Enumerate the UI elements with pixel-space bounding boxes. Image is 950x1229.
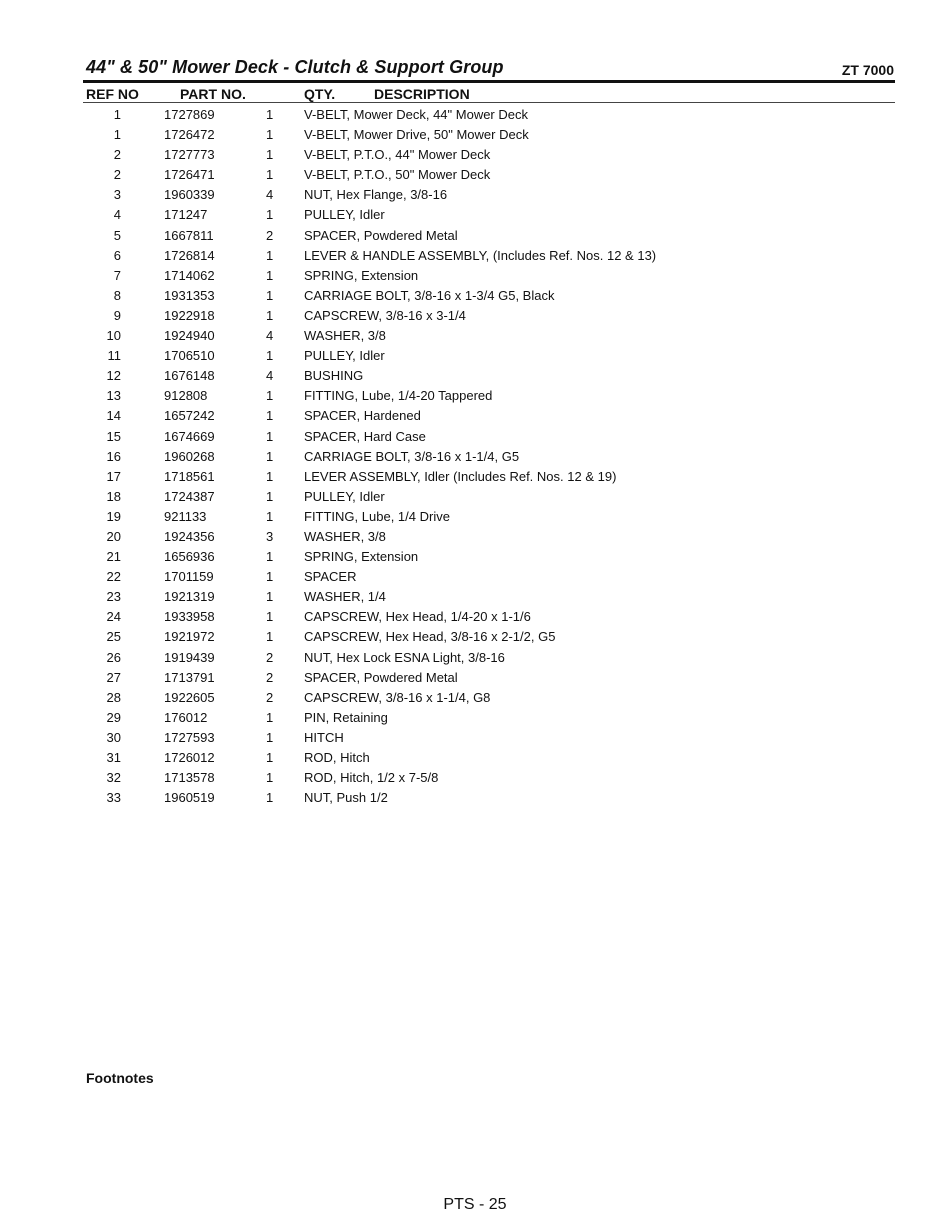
qty-cell: 1	[266, 428, 274, 444]
ref-no-cell: 20	[106, 528, 121, 544]
part-no-cell: 1674669	[164, 428, 215, 444]
ref-no-cell: 11	[107, 348, 121, 364]
table-row	[0, 447, 950, 467]
table-row	[0, 326, 950, 346]
part-no-cell: 1922918	[164, 307, 215, 323]
table-row	[0, 386, 950, 406]
ref-no-cell: 33	[106, 790, 121, 806]
qty-cell: 2	[266, 649, 274, 665]
ref-no-cell: 1	[113, 127, 121, 143]
part-no-cell: 1931353	[164, 287, 215, 303]
part-no-cell: 176012	[164, 709, 208, 725]
ref-no-cell: 3	[113, 187, 121, 203]
part-no-cell: 1924940	[164, 328, 215, 344]
description-cell: CAPSCREW, Hex Head, 1/4-20 x 1-1/6	[304, 609, 531, 625]
table-row	[0, 627, 950, 647]
qty-cell: 1	[266, 508, 274, 524]
ref-no-cell: 16	[106, 448, 121, 464]
part-no-cell: 1714062	[164, 267, 215, 283]
table-row	[0, 788, 950, 808]
page-number: PTS - 25	[443, 1196, 507, 1213]
table-row	[0, 648, 950, 668]
column-header-part-no: PART NO.	[180, 86, 246, 102]
table-row	[0, 668, 950, 688]
part-no-cell: 1919439	[164, 649, 215, 665]
qty-cell: 1	[266, 468, 274, 484]
description-cell: SPACER	[304, 569, 357, 585]
table-row	[0, 366, 950, 386]
part-no-cell: 1667811	[164, 227, 214, 243]
ref-no-cell: 13	[106, 388, 121, 404]
description-cell: PULLEY, Idler	[304, 207, 385, 223]
part-no-cell: 1656936	[164, 549, 215, 565]
ref-no-cell: 23	[106, 589, 121, 605]
ref-no-cell: 12	[106, 368, 121, 384]
qty-cell: 4	[266, 328, 274, 344]
table-row	[0, 547, 950, 567]
table-row	[0, 708, 950, 728]
qty-cell: 1	[266, 448, 274, 464]
part-no-cell: 1726471	[164, 167, 215, 183]
description-cell: LEVER & HANDLE ASSEMBLY, (Includes Ref. Nos. 12 & 13)	[304, 247, 657, 263]
qty-cell: 4	[266, 187, 274, 203]
ref-no-cell: 2	[113, 167, 121, 183]
part-no-cell: 1724387	[164, 488, 215, 504]
qty-cell: 1	[266, 408, 274, 424]
part-no-cell: 1701159	[164, 569, 214, 585]
table-row	[0, 607, 950, 627]
table-row	[0, 226, 950, 246]
description-cell: CARRIAGE BOLT, 3/8-16 x 1-3/4 G5, Black	[304, 287, 555, 303]
description-cell: NUT, Push 1/2	[304, 790, 388, 806]
part-no-cell: 1922605	[164, 689, 215, 705]
qty-cell: 1	[266, 167, 274, 183]
part-no-cell: 1921972	[164, 629, 215, 645]
description-cell: NUT, Hex Flange, 3/8-16	[304, 187, 448, 203]
description-cell: CARRIAGE BOLT, 3/8-16 x 1-1/4, G5	[304, 448, 520, 464]
qty-cell: 1	[266, 287, 274, 303]
description-cell: SPACER, Powdered Metal	[304, 227, 458, 243]
ref-no-cell: 15	[106, 428, 121, 444]
table-row	[0, 567, 950, 587]
qty-cell: 1	[266, 488, 274, 504]
table-row	[0, 507, 950, 527]
qty-cell: 2	[266, 227, 274, 243]
part-no-cell: 921133	[164, 508, 207, 524]
description-cell: FITTING, Lube, 1/4 Drive	[304, 508, 450, 524]
description-cell: SPRING, Extension	[304, 549, 419, 565]
page-title: 44" & 50" Mower Deck - Clutch & Support Group	[86, 57, 504, 77]
description-cell: ROD, Hitch	[304, 750, 370, 765]
qty-cell: 1	[266, 207, 274, 223]
qty-cell: 1	[266, 247, 274, 263]
table-row	[0, 125, 950, 145]
table-row	[0, 185, 950, 205]
qty-cell: 1	[266, 127, 274, 143]
qty-cell: 1	[266, 629, 274, 645]
ref-no-cell: 2	[113, 147, 121, 163]
qty-cell: 1	[266, 709, 274, 725]
description-cell: V-BELT, Mower Drive, 50" Mower Deck	[304, 127, 529, 143]
part-no-cell: 1713791	[164, 669, 215, 685]
table-row	[0, 728, 950, 748]
ref-no-cell: 22	[106, 569, 121, 585]
part-no-cell: 1960268	[164, 448, 215, 464]
qty-cell: 1	[266, 348, 274, 364]
table-row	[0, 286, 950, 306]
ref-no-cell: 6	[113, 247, 121, 263]
ref-no-cell: 10	[106, 328, 121, 344]
model-label: ZT 7000	[841, 62, 894, 78]
table-row	[0, 346, 950, 366]
ref-no-cell: 24	[106, 609, 121, 625]
qty-cell: 4	[266, 368, 274, 384]
description-cell: NUT, Hex Lock ESNA Light, 3/8-16	[304, 649, 505, 665]
ref-no-cell: 26	[106, 649, 121, 665]
description-cell: WASHER, 3/8	[304, 528, 386, 544]
description-cell: BUSHING	[304, 368, 364, 384]
table-row	[0, 306, 950, 326]
ref-no-cell: 8	[113, 287, 121, 303]
column-header-rule	[83, 102, 895, 103]
ref-no-cell: 28	[106, 689, 121, 705]
table-row	[0, 768, 950, 788]
description-cell: CAPSCREW, 3/8-16 x 1-1/4, G8	[304, 689, 491, 705]
qty-cell: 1	[266, 307, 274, 323]
description-cell: PIN, Retaining	[304, 709, 388, 725]
ref-no-cell: 27	[106, 669, 121, 685]
table-row	[0, 467, 950, 487]
ref-no-cell: 31	[106, 750, 121, 765]
column-header-description: DESCRIPTION	[374, 86, 470, 102]
description-cell: PULLEY, Idler	[304, 488, 385, 504]
column-header-qty: QTY.	[304, 86, 336, 102]
ref-no-cell: 5	[113, 227, 121, 243]
part-no-cell: 1921319	[164, 589, 215, 605]
part-no-cell: 1706510	[164, 348, 215, 364]
header-rule	[83, 80, 895, 83]
part-no-cell: 1924356	[164, 528, 215, 544]
table-row	[0, 145, 950, 165]
table-row	[0, 587, 950, 607]
description-cell: SPRING, Extension	[304, 267, 419, 283]
qty-cell: 1	[266, 569, 274, 585]
ref-no-cell: 1	[113, 107, 121, 122]
ref-no-cell: 18	[106, 488, 121, 504]
description-cell: SPACER, Hardened	[304, 408, 421, 424]
qty-cell: 1	[266, 729, 274, 745]
parts-table	[0, 105, 950, 808]
ref-no-cell: 14	[106, 408, 121, 424]
qty-cell: 3	[266, 528, 274, 544]
description-cell: HITCH	[304, 729, 344, 745]
qty-cell: 1	[266, 147, 274, 163]
table-row	[0, 748, 950, 768]
description-cell: V-BELT, P.T.O., 44" Mower Deck	[304, 147, 491, 163]
part-no-cell: 1727773	[164, 147, 215, 163]
part-no-cell: 1657242	[164, 408, 215, 424]
qty-cell: 1	[266, 589, 274, 605]
qty-cell: 1	[266, 750, 274, 765]
qty-cell: 2	[266, 669, 274, 685]
ref-no-cell: 29	[106, 709, 121, 725]
table-row	[0, 688, 950, 708]
ref-no-cell: 25	[106, 629, 121, 645]
part-no-cell: 1960519	[164, 790, 215, 806]
table-row	[0, 406, 950, 426]
table-row	[0, 487, 950, 507]
part-no-cell: 1726012	[164, 750, 215, 765]
table-row	[0, 266, 950, 286]
description-cell: FITTING, Lube, 1/4-20 Tappered	[304, 388, 493, 404]
description-cell: WASHER, 1/4	[304, 589, 386, 605]
description-cell: V-BELT, Mower Deck, 44" Mower Deck	[304, 107, 528, 122]
ref-no-cell: 32	[106, 770, 121, 786]
qty-cell: 1	[266, 107, 274, 122]
qty-cell: 1	[266, 790, 274, 806]
qty-cell: 1	[266, 267, 274, 283]
description-cell: SPACER, Powdered Metal	[304, 669, 458, 685]
ref-no-cell: 30	[106, 729, 121, 745]
ref-no-cell: 4	[113, 207, 121, 223]
table-row	[0, 427, 950, 447]
part-no-cell: 1960339	[164, 187, 215, 203]
footnotes-label: Footnotes	[86, 1070, 154, 1086]
description-cell: PULLEY, Idler	[304, 348, 385, 364]
description-cell: V-BELT, P.T.O., 50" Mower Deck	[304, 167, 491, 183]
description-cell: CAPSCREW, 3/8-16 x 3-1/4	[304, 307, 466, 323]
ref-no-cell: 17	[106, 468, 121, 484]
qty-cell: 1	[266, 549, 274, 565]
part-no-cell: 1727869	[164, 107, 215, 122]
table-row	[0, 165, 950, 185]
part-no-cell: 1933958	[164, 609, 215, 625]
description-cell: ROD, Hitch, 1/2 x 7-5/8	[304, 770, 439, 786]
ref-no-cell: 7	[113, 267, 121, 283]
description-cell: SPACER, Hard Case	[304, 428, 426, 444]
part-no-cell: 1726814	[164, 247, 215, 263]
table-row	[0, 105, 950, 125]
part-no-cell: 912808	[164, 388, 208, 404]
part-no-cell: 1676148	[164, 368, 215, 384]
ref-no-cell: 19	[106, 508, 121, 524]
table-row	[0, 527, 950, 547]
description-cell: CAPSCREW, Hex Head, 3/8-16 x 2-1/2, G5	[304, 629, 556, 645]
part-no-cell: 1727593	[164, 729, 215, 745]
qty-cell: 1	[266, 609, 274, 625]
part-no-cell: 1713578	[164, 770, 215, 786]
ref-no-cell: 9	[113, 307, 121, 323]
ref-no-cell: 21	[106, 549, 121, 565]
column-header-ref-no: REF NO	[86, 86, 139, 102]
qty-cell: 2	[266, 689, 274, 705]
table-row	[0, 205, 950, 225]
part-no-cell: 1718561	[164, 468, 215, 484]
part-no-cell: 1726472	[164, 127, 215, 143]
description-cell: WASHER, 3/8	[304, 328, 386, 344]
description-cell: LEVER ASSEMBLY, Idler (Includes Ref. Nos. 12 & 19)	[304, 468, 617, 484]
qty-cell: 1	[266, 770, 274, 786]
part-no-cell: 171247	[164, 207, 208, 223]
qty-cell: 1	[266, 388, 274, 404]
table-row	[0, 246, 950, 266]
